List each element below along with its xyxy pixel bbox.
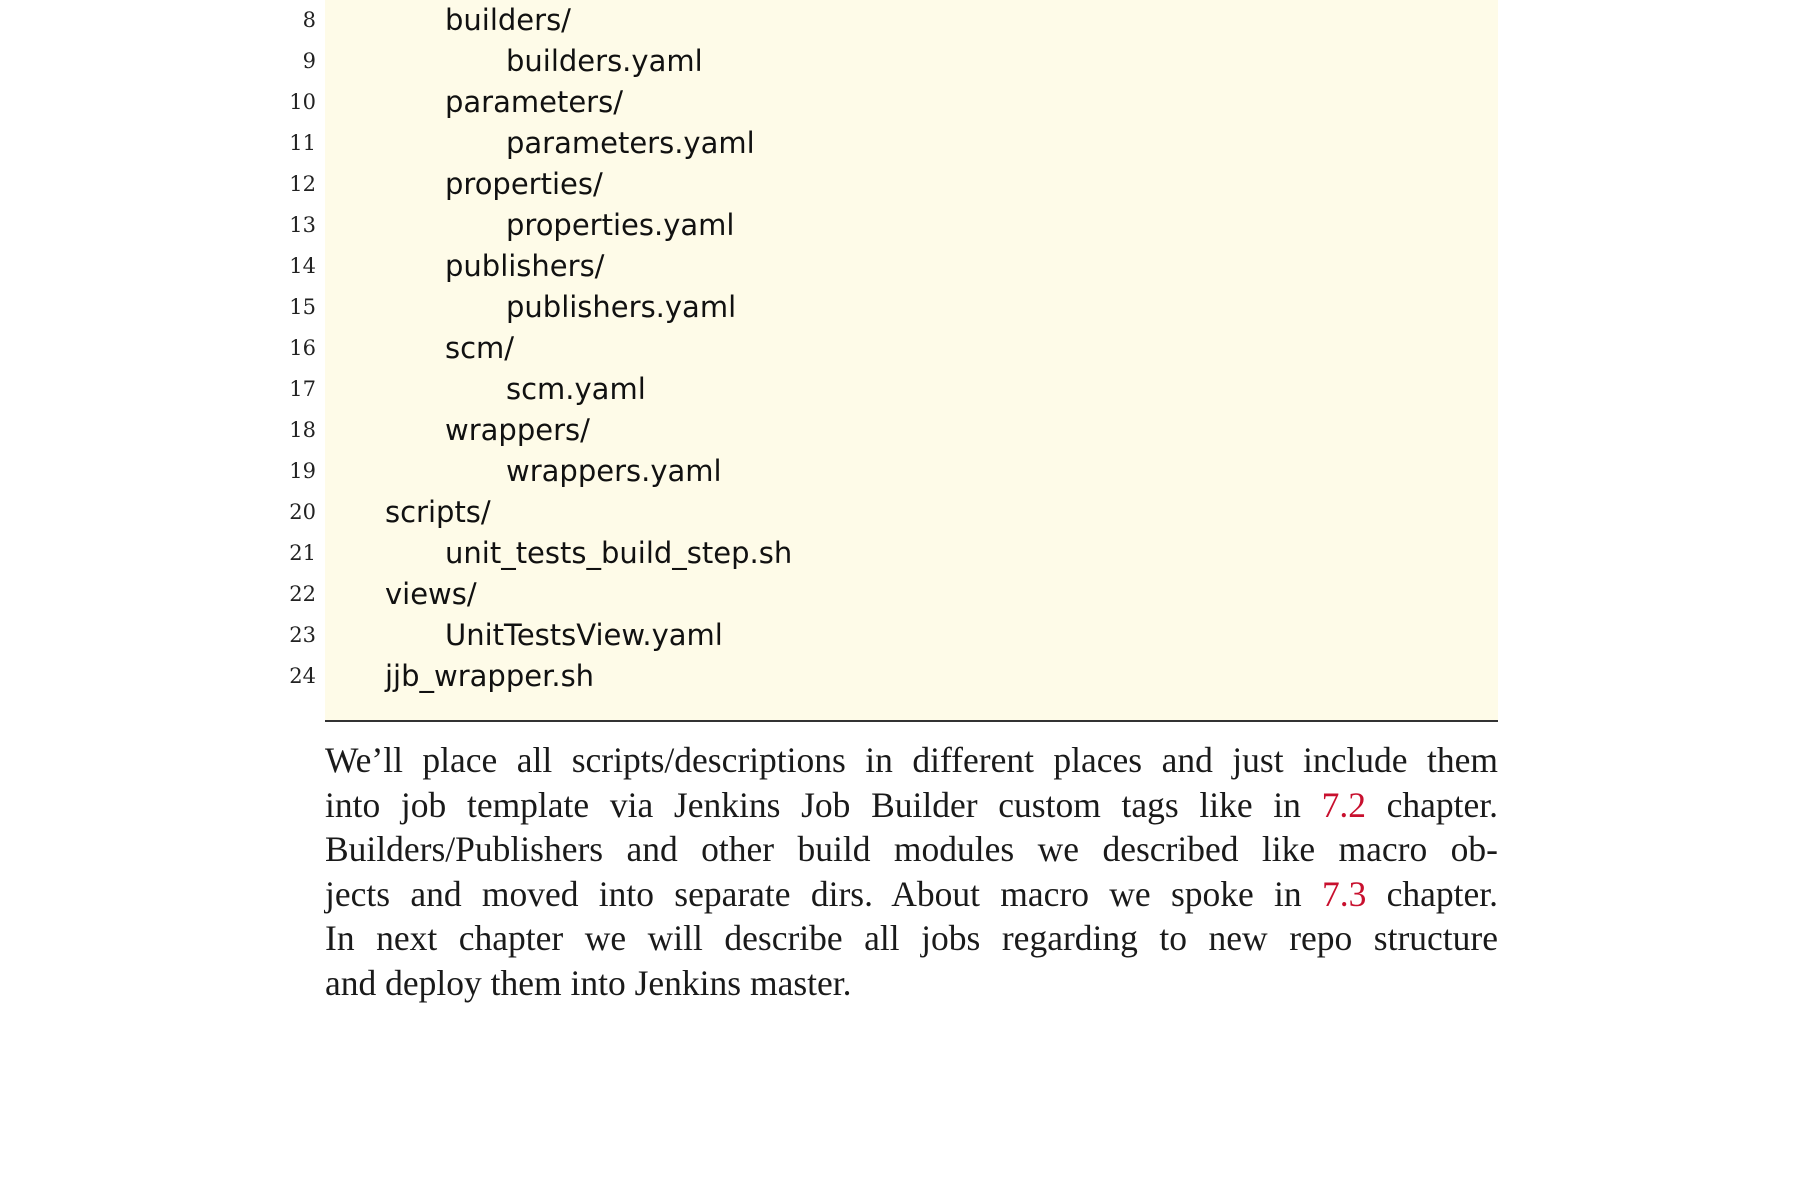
paragraph-line: In next chapter we will describe all jobs regarding to new repo structure [325,918,1498,958]
line-number: 21 [289,541,316,565]
file-entry: scm.yaml [506,372,646,406]
directory-entry: views/ [385,577,477,611]
file-entry: builders.yaml [506,44,703,78]
paragraph-line [325,872,1498,917]
code-line [0,656,1807,697]
code-line [0,205,1807,246]
file-entry: jjb_wrapper.sh [385,659,595,693]
line-number: 16 [289,336,316,360]
line-number: 17 [289,377,316,401]
file-entry: parameters.yaml [506,126,755,160]
line-number: 24 [289,664,316,688]
directory-entry: scm/ [445,331,515,365]
code-line [0,246,1807,287]
directory-entry: scripts/ [385,495,491,529]
code-line [0,287,1807,328]
paragraph-text: chapter. [1386,784,1499,825]
code-line [0,0,1807,41]
line-number: 8 [302,8,316,32]
code-line [0,369,1807,410]
line-number: 19 [289,459,316,483]
code-line [0,451,1807,492]
file-entry: publishers.yaml [506,290,737,324]
directory-entry: publishers/ [445,249,605,283]
body-paragraph [325,738,1498,1005]
paragraph-line: Builders/Publishers and other build modules we described like macro ob- [325,829,1498,869]
code-line [0,82,1807,123]
paragraph-text: chapter. [1386,873,1498,914]
line-number: 11 [289,131,316,155]
file-entry: wrappers.yaml [506,454,722,488]
code-line [0,123,1807,164]
code-line [0,328,1807,369]
code-line [0,533,1807,574]
code-line [0,410,1807,451]
paragraph-text: jects and moved into separate dirs. About macro we spoke in [325,873,1302,914]
line-number: 15 [289,295,316,319]
file-entry: unit_tests_build_step.sh [445,536,793,570]
section-reference-link[interactable]: 7.3 [1321,873,1367,914]
directory-entry: wrappers/ [445,413,590,447]
code-line [0,164,1807,205]
listing-bottom-rule [325,720,1498,722]
paragraph-text: into job template via Jenkins Job Builder custom tags like in [325,784,1301,825]
file-entry: UnitTestsView.yaml [445,618,723,652]
code-line [0,615,1807,656]
line-number: 22 [289,582,316,606]
directory-entry: parameters/ [445,85,623,119]
line-number: 13 [289,213,316,237]
paragraph-line [325,783,1498,828]
file-entry: properties.yaml [506,208,735,242]
line-number: 18 [289,418,316,442]
paragraph-line: and deploy them into Jenkins master. [325,962,852,1003]
section-reference-link[interactable]: 7.2 [1321,784,1366,825]
code-line [0,41,1807,82]
code-line [0,574,1807,615]
line-number: 23 [289,623,316,647]
paragraph-line: We’ll place all scripts/descriptions in different places and just include them [325,740,1498,780]
line-number: 12 [289,172,316,196]
line-number: 9 [302,49,316,73]
directory-entry: builders/ [445,3,571,37]
line-number: 20 [289,500,316,524]
line-number: 14 [289,254,316,278]
directory-entry: properties/ [445,167,603,201]
code-line [0,492,1807,533]
line-number: 10 [289,90,316,114]
